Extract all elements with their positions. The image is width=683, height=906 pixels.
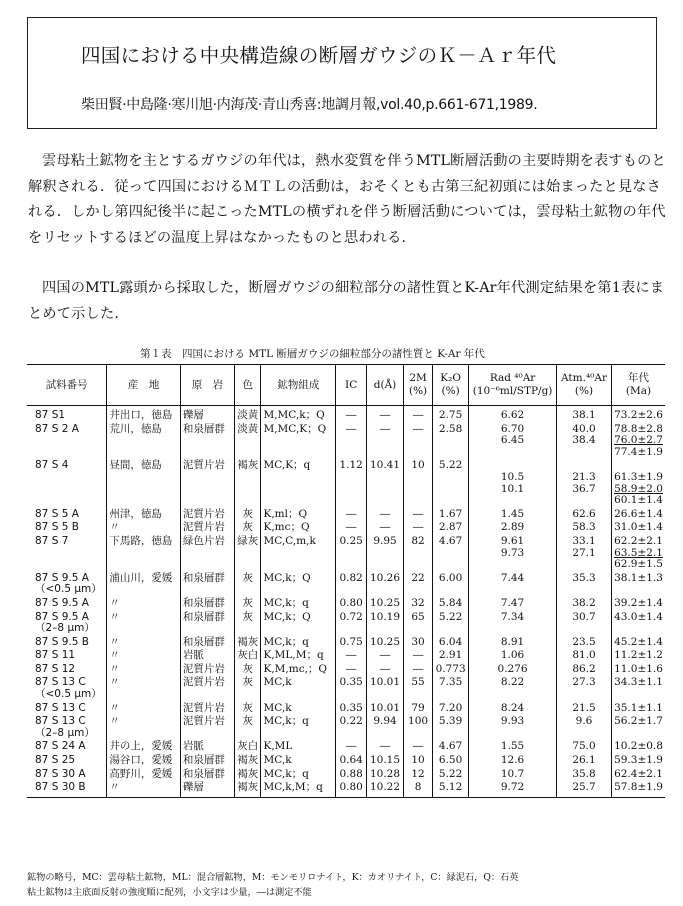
source-rock: 礫層 bbox=[180, 406, 234, 423]
sample-id: 87 S 9.5 B bbox=[35, 635, 89, 648]
column-header: IC bbox=[336, 365, 367, 406]
source-rock: 和泉層群 bbox=[180, 768, 234, 782]
k2o-percent: 5.22 bbox=[433, 768, 469, 782]
mineral-composition: K,M,mc,；Q bbox=[261, 663, 336, 677]
2m-percent: 82 bbox=[404, 535, 433, 572]
locality: 州津，徳島 bbox=[107, 508, 181, 522]
atmospheric-ar: 33.1 27.1 bbox=[557, 535, 612, 572]
atmospheric-ar: 23.5 bbox=[557, 636, 612, 650]
source-rock: 岩脈 bbox=[180, 740, 234, 754]
color: 灰 bbox=[234, 521, 261, 535]
k2o-percent: 1.67 bbox=[433, 508, 469, 522]
column-header: d(Å) bbox=[367, 365, 404, 406]
d-spacing: ― bbox=[367, 740, 404, 754]
source-rock: 和泉層群 bbox=[180, 754, 234, 768]
mineral-composition: K,mc；Q bbox=[261, 521, 336, 535]
atmospheric-ar: 9.6 bbox=[557, 715, 612, 740]
locality: 〃 bbox=[107, 676, 181, 701]
atmospheric-ar: 35.8 bbox=[557, 768, 612, 782]
column-header: 試料番号 bbox=[27, 365, 107, 406]
atmospheric-ar: 75.0 bbox=[557, 740, 612, 754]
atmospheric-ar: 40.0 38.4 bbox=[557, 423, 612, 460]
mineral-composition: K,ML,M；q bbox=[261, 649, 336, 663]
atmospheric-ar: 27.3 bbox=[557, 676, 612, 701]
title-box bbox=[27, 17, 657, 129]
table-row bbox=[27, 521, 665, 535]
2m-percent: ― bbox=[404, 740, 433, 754]
table-row bbox=[27, 740, 665, 754]
atmospheric-ar: 38.1 bbox=[557, 406, 612, 423]
2m-percent: 55 bbox=[404, 676, 433, 701]
2m-percent: ― bbox=[404, 423, 433, 460]
mineral-composition: MC,k；q bbox=[261, 597, 336, 611]
locality: 〃 bbox=[107, 521, 181, 535]
color: 灰 bbox=[234, 676, 261, 701]
d-spacing: 10.19 bbox=[367, 611, 404, 636]
color: 灰白 bbox=[234, 740, 261, 754]
radiogenic-ar: 9.72 bbox=[469, 781, 557, 797]
table-row bbox=[27, 663, 665, 677]
sample-id: 87 S 11 bbox=[35, 649, 76, 662]
source-rock: 泥質片岩 bbox=[180, 521, 234, 535]
ic-value: 0.22 bbox=[336, 715, 367, 740]
table-body bbox=[27, 406, 665, 798]
color: 緑灰 bbox=[234, 535, 261, 572]
column-header: K₂O (%) bbox=[433, 365, 469, 406]
d-spacing: 10.15 bbox=[367, 754, 404, 768]
mineral-composition: MC,k；q bbox=[261, 715, 336, 740]
column-header: 原 岩 bbox=[180, 365, 234, 406]
color: 淡黄 bbox=[234, 406, 261, 423]
ic-value: ― bbox=[336, 406, 367, 423]
table-row bbox=[27, 715, 665, 740]
radiogenic-ar: 12.6 bbox=[469, 754, 557, 768]
ic-value: 1.12 bbox=[336, 459, 367, 507]
d-spacing: 10.01 bbox=[367, 702, 404, 716]
2m-percent: 8 bbox=[404, 781, 433, 797]
source-rock: 泥質片岩 bbox=[180, 715, 234, 740]
radiogenic-ar: 9.93 bbox=[469, 715, 557, 740]
page-title: 四国における中央構造線の断層ガウジのＫ－Ａｒ年代 bbox=[81, 44, 557, 67]
source-rock: 岩脈 bbox=[180, 649, 234, 663]
locality: 〃 bbox=[107, 597, 181, 611]
sample-id: 87 S 9.5 A （2–8 μm） bbox=[35, 610, 95, 635]
age-ma: 11.0±1.6 bbox=[612, 663, 665, 677]
2m-percent: ― bbox=[404, 406, 433, 423]
source-rock: 和泉層群 bbox=[180, 597, 234, 611]
color: 灰 bbox=[234, 702, 261, 716]
body-paragraph-2: 四国のMTL露頭から採取した，断層ガウジの細粒部分の諸性質とK-Ar年代測定結果を第1表にまとめて示した． bbox=[28, 280, 665, 322]
table-notes bbox=[27, 870, 518, 900]
source-rock: 礫層 bbox=[180, 781, 234, 797]
d-spacing: ― bbox=[367, 508, 404, 522]
mineral-composition: MC,k；q bbox=[261, 636, 336, 650]
d-spacing: 10.01 bbox=[367, 676, 404, 701]
k2o-percent: 2.87 bbox=[433, 521, 469, 535]
2m-percent: ― bbox=[404, 649, 433, 663]
radiogenic-ar: 7.47 bbox=[469, 597, 557, 611]
atmospheric-ar: 30.7 bbox=[557, 611, 612, 636]
mineral-composition: MC,K；q bbox=[261, 459, 336, 507]
mineral-composition: MC,k bbox=[261, 676, 336, 701]
color: 灰 bbox=[234, 597, 261, 611]
d-spacing: ― bbox=[367, 663, 404, 677]
locality: 〃 bbox=[107, 781, 181, 797]
locality: 〃 bbox=[107, 649, 181, 663]
locality: 〃 bbox=[107, 715, 181, 740]
k2o-percent: 7.20 bbox=[433, 702, 469, 716]
color: 褐灰 bbox=[234, 636, 261, 650]
table-header-row bbox=[27, 365, 665, 406]
d-spacing: 10.28 bbox=[367, 768, 404, 782]
ic-value: 0.35 bbox=[336, 676, 367, 701]
age-ma: 78.8±2.8 76.0±2.7 77.4±1.9 bbox=[612, 423, 665, 460]
age-ma: 62.2±2.1 63.5±2.1 62.9±1.5 bbox=[612, 535, 665, 572]
mineral-composition: MC,k；Q bbox=[261, 572, 336, 597]
locality: 湯谷口，愛媛 bbox=[107, 754, 181, 768]
d-spacing: 9.94 bbox=[367, 715, 404, 740]
mineral-composition: K,ML bbox=[261, 740, 336, 754]
results-table bbox=[27, 364, 665, 798]
k2o-percent: 6.04 bbox=[433, 636, 469, 650]
locality: 〃 bbox=[107, 702, 181, 716]
mineral-composition: MC,k bbox=[261, 754, 336, 768]
column-header: Rad ⁴⁰Ar (10⁻⁶ml/STP/g) bbox=[469, 365, 557, 406]
table-row bbox=[27, 676, 665, 701]
radiogenic-ar: 1.06 bbox=[469, 649, 557, 663]
table-row bbox=[27, 636, 665, 650]
body-paragraph-1: 雲母粘土鉱物を主とするガウジの年代は，熱水変質を伴うMTL断層活動の主要時期を表すものと解釈される．従って四国におけるＭＴＬの活動は，おそくとも古第三紀初頭には始まったと見なされる．しかし第四紀後半に起こったMTLの横ずれを伴う断層活動については，雲母粘土鉱物の年代をリセットするほどの温度上昇はなかったものと思われる． bbox=[28, 153, 666, 246]
ic-value: 0.80 bbox=[336, 781, 367, 797]
ic-value: 0.80 bbox=[336, 597, 367, 611]
age-ma: 38.1±1.3 bbox=[612, 572, 665, 597]
age-ma: 57.8±1.9 bbox=[612, 781, 665, 797]
table-row bbox=[27, 781, 665, 797]
atmospheric-ar: 81.0 bbox=[557, 649, 612, 663]
sample-id: 87 S 25 bbox=[35, 754, 76, 767]
sample-id: 87 S1 bbox=[35, 409, 66, 421]
2m-percent: 65 bbox=[404, 611, 433, 636]
sample-id: 87 S 7 bbox=[35, 534, 69, 547]
radiogenic-ar: 7.34 bbox=[469, 611, 557, 636]
mineral-composition: MC,k bbox=[261, 702, 336, 716]
age-ma: 59.3±1.9 bbox=[612, 754, 665, 768]
2m-percent: 10 bbox=[404, 754, 433, 768]
age-ma: 35.1±1.1 bbox=[612, 702, 665, 716]
ic-value: ― bbox=[336, 423, 367, 460]
age-ma: 10.2±0.8 bbox=[612, 740, 665, 754]
color: 褐灰 bbox=[234, 459, 261, 507]
2m-percent: 100 bbox=[404, 715, 433, 740]
2m-percent: 12 bbox=[404, 768, 433, 782]
mineral-composition: M,MC,K；Q bbox=[261, 423, 336, 460]
ic-value: 0.25 bbox=[336, 535, 367, 572]
k2o-percent: 4.67 bbox=[433, 740, 469, 754]
radiogenic-ar: 10.5 10.1 bbox=[469, 459, 557, 507]
k2o-percent: 5.22 bbox=[433, 459, 469, 507]
color: 褐灰 bbox=[234, 768, 261, 782]
mineral-composition: MC,k；q bbox=[261, 768, 336, 782]
k2o-percent: 4.67 bbox=[433, 535, 469, 572]
atmospheric-ar: 21.3 36.7 bbox=[557, 459, 612, 507]
d-spacing: 9.95 bbox=[367, 535, 404, 572]
table-row bbox=[27, 611, 665, 636]
table-caption: 第１表 四国における MTL 断層ガウジの細粒部分の諸性質と K-Ar 年代 bbox=[140, 348, 485, 360]
ic-value: 0.72 bbox=[336, 611, 367, 636]
ic-value: ― bbox=[336, 649, 367, 663]
table-row bbox=[27, 508, 665, 522]
locality: 荒川，徳島 bbox=[107, 423, 181, 460]
k2o-percent: 5.84 bbox=[433, 597, 469, 611]
2m-percent: 79 bbox=[404, 702, 433, 716]
table-row bbox=[27, 459, 665, 507]
column-header: 2M (%) bbox=[404, 365, 433, 406]
age-ma: 26.6±1.4 bbox=[612, 508, 665, 522]
table-row bbox=[27, 597, 665, 611]
table-row bbox=[27, 572, 665, 597]
locality: 下馬路，徳島 bbox=[107, 535, 181, 572]
table-row bbox=[27, 406, 665, 423]
atmospheric-ar: 25.7 bbox=[557, 781, 612, 797]
sample-id: 87 S 4 bbox=[35, 459, 69, 472]
radiogenic-ar: 6.62 bbox=[469, 406, 557, 423]
color: 褐灰 bbox=[234, 754, 261, 768]
d-spacing: 10.25 bbox=[367, 636, 404, 650]
sample-id: 87 S 9.5 A （<0.5 μm） bbox=[35, 571, 102, 596]
ic-value: 0.88 bbox=[336, 768, 367, 782]
sample-id: 87 S 24 A bbox=[35, 740, 86, 753]
source-rock: 泥質片岩 bbox=[180, 663, 234, 677]
radiogenic-ar: 7.44 bbox=[469, 572, 557, 597]
sample-id: 87 S 12 bbox=[35, 662, 76, 675]
color: 褐灰 bbox=[234, 781, 261, 797]
d-spacing: 10.22 bbox=[367, 781, 404, 797]
ic-value: ― bbox=[336, 740, 367, 754]
d-spacing: ― bbox=[367, 423, 404, 460]
radiogenic-ar: 6.70 6.45 bbox=[469, 423, 557, 460]
color: 灰 bbox=[234, 572, 261, 597]
column-header: 鉱物組成 bbox=[261, 365, 336, 406]
sample-id: 87 S 9.5 A bbox=[35, 596, 89, 609]
radiogenic-ar: 1.45 bbox=[469, 508, 557, 522]
notes-line-1: 鉱物の略号，MC：雲母粘土鉱物，ML：混合層鉱物，M：モンモリロナイト，K：カオリナイト，C：緑泥石，Q：石英 bbox=[27, 872, 519, 883]
author-citation: 柴田賢·中島隆·寒川旭·内海茂·青山秀喜:地調月報,vol.40,p.661-671,1989. bbox=[81, 97, 538, 113]
2m-percent: 30 bbox=[404, 636, 433, 650]
sample-id: 87 S 5 A bbox=[35, 507, 79, 520]
age-ma: 11.2±1.2 bbox=[612, 649, 665, 663]
2m-percent: 10 bbox=[404, 459, 433, 507]
ic-value: 0.35 bbox=[336, 702, 367, 716]
locality: 高野川，愛媛 bbox=[107, 768, 181, 782]
atmospheric-ar: 38.2 bbox=[557, 597, 612, 611]
column-header: Atm.⁴⁰Ar (%) bbox=[557, 365, 612, 406]
table-row bbox=[27, 754, 665, 768]
source-rock: 和泉層群 bbox=[180, 572, 234, 597]
locality: 〃 bbox=[107, 663, 181, 677]
table-row bbox=[27, 535, 665, 572]
atmospheric-ar: 86.2 bbox=[557, 663, 612, 677]
radiogenic-ar: 0.276 bbox=[469, 663, 557, 677]
locality: 〃 bbox=[107, 636, 181, 650]
mineral-composition: MC,k,M；q bbox=[261, 781, 336, 797]
sample-id: 87 S 5 B bbox=[35, 521, 79, 534]
atmospheric-ar: 58.3 bbox=[557, 521, 612, 535]
radiogenic-ar: 8.22 bbox=[469, 676, 557, 701]
sample-id: 87 S 2 A bbox=[35, 422, 79, 435]
column-header: 産 地 bbox=[107, 365, 181, 406]
color: 灰 bbox=[234, 715, 261, 740]
source-rock: 和泉層群 bbox=[180, 636, 234, 650]
table-row bbox=[27, 768, 665, 782]
d-spacing: ― bbox=[367, 649, 404, 663]
age-ma: 31.0±1.4 bbox=[612, 521, 665, 535]
age-ma: 61.3±1.9 58.9±2.0 60.1±1.4 bbox=[612, 459, 665, 507]
source-rock: 和泉層群 bbox=[180, 611, 234, 636]
mineral-composition: MC,C,m,k bbox=[261, 535, 336, 572]
table-row bbox=[27, 423, 665, 460]
ic-value: ― bbox=[336, 521, 367, 535]
d-spacing: ― bbox=[367, 406, 404, 423]
ic-value: ― bbox=[336, 508, 367, 522]
k2o-percent: 7.35 bbox=[433, 676, 469, 701]
2m-percent: ― bbox=[404, 663, 433, 677]
mineral-composition: MC,k；Q bbox=[261, 611, 336, 636]
age-ma: 45.2±1.4 bbox=[612, 636, 665, 650]
locality: 浦山川，愛媛 bbox=[107, 572, 181, 597]
2m-percent: 32 bbox=[404, 597, 433, 611]
mineral-composition: K,ml；Q bbox=[261, 508, 336, 522]
source-rock: 和泉層群 bbox=[180, 423, 234, 460]
age-ma: 73.2±2.6 bbox=[612, 406, 665, 423]
k2o-percent: 0.773 bbox=[433, 663, 469, 677]
ic-value: ― bbox=[336, 663, 367, 677]
age-ma: 56.2±1.7 bbox=[612, 715, 665, 740]
atmospheric-ar: 26.1 bbox=[557, 754, 612, 768]
radiogenic-ar: 2.89 bbox=[469, 521, 557, 535]
radiogenic-ar: 8.91 bbox=[469, 636, 557, 650]
color: 灰 bbox=[234, 663, 261, 677]
table-header bbox=[27, 365, 665, 406]
age-ma: 34.3±1.1 bbox=[612, 676, 665, 701]
ic-value: 0.82 bbox=[336, 572, 367, 597]
color: 灰 bbox=[234, 508, 261, 522]
age-ma: 39.2±1.4 bbox=[612, 597, 665, 611]
sample-id: 87 S 30 B bbox=[27, 781, 107, 797]
mineral-composition: M,MC,k；Q bbox=[261, 406, 336, 423]
age-ma: 43.0±1.4 bbox=[612, 611, 665, 636]
atmospheric-ar: 35.3 bbox=[557, 572, 612, 597]
k2o-percent: 2.91 bbox=[433, 649, 469, 663]
radiogenic-ar: 9.61 9.73 bbox=[469, 535, 557, 572]
radiogenic-ar: 8.24 bbox=[469, 702, 557, 716]
color: 灰白 bbox=[234, 649, 261, 663]
radiogenic-ar: 10.7 bbox=[469, 768, 557, 782]
locality: 〃 bbox=[107, 611, 181, 636]
k2o-percent: 5.22 bbox=[433, 611, 469, 636]
locality: 井出口，徳島 bbox=[107, 406, 181, 423]
radiogenic-ar: 1.55 bbox=[469, 740, 557, 754]
d-spacing: 10.26 bbox=[367, 572, 404, 597]
k2o-percent: 2.58 bbox=[433, 423, 469, 460]
age-ma: 62.4±2.1 bbox=[612, 768, 665, 782]
locality: 井の上，愛媛 bbox=[107, 740, 181, 754]
column-header: 年代 (Ma) bbox=[612, 365, 665, 406]
source-rock: 緑色片岩 bbox=[180, 535, 234, 572]
2m-percent: ― bbox=[404, 521, 433, 535]
atmospheric-ar: 62.6 bbox=[557, 508, 612, 522]
sample-id: 87 S 13 C （<0.5 μm） bbox=[35, 676, 102, 701]
ic-value: 0.64 bbox=[336, 754, 367, 768]
k2o-percent: 5.39 bbox=[433, 715, 469, 740]
sample-id: 87 S 13 C （2–8 μm） bbox=[35, 715, 95, 739]
table-row bbox=[27, 649, 665, 663]
notes-line-2: 粘土鉱物は主底面反射の強度順に配列，小文字は少量，―は測定不能 bbox=[27, 887, 312, 898]
color: 淡黄 bbox=[234, 423, 261, 460]
sample-id: 87 S 30 A bbox=[35, 767, 86, 780]
table-row bbox=[27, 702, 665, 716]
atmospheric-ar: 21.5 bbox=[557, 702, 612, 716]
sample-id: 87 S 13 C bbox=[35, 701, 86, 714]
source-rock: 泥質片岩 bbox=[180, 676, 234, 701]
k2o-percent: 2.75 bbox=[433, 406, 469, 423]
d-spacing: 10.41 bbox=[367, 459, 404, 507]
2m-percent: 22 bbox=[404, 572, 433, 597]
source-rock: 泥質片岩 bbox=[180, 508, 234, 522]
d-spacing: ― bbox=[367, 521, 404, 535]
column-header: 色 bbox=[234, 365, 261, 406]
k2o-percent: 6.00 bbox=[433, 572, 469, 597]
color: 灰 bbox=[234, 611, 261, 636]
k2o-percent: 5.12 bbox=[433, 781, 469, 797]
2m-percent: ― bbox=[404, 508, 433, 522]
ic-value: 0.75 bbox=[336, 636, 367, 650]
k2o-percent: 6.50 bbox=[433, 754, 469, 768]
d-spacing: 10.25 bbox=[367, 597, 404, 611]
locality: 昼間，徳島 bbox=[107, 459, 181, 507]
source-rock: 泥質片岩 bbox=[180, 702, 234, 716]
source-rock: 泥質片岩 bbox=[180, 459, 234, 507]
